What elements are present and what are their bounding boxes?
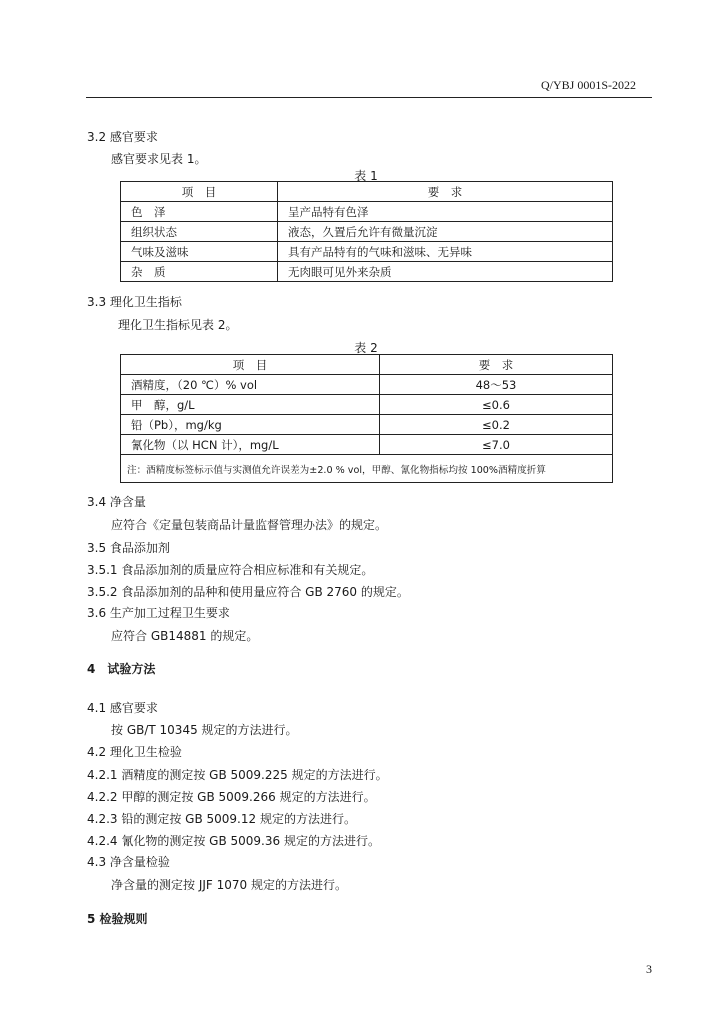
table-row [121,182,613,202]
table-cell: 具有产品特有的气味和滋味、无异味 [278,242,613,262]
table-header-cell: 要 求 [278,182,613,202]
table-2 [120,354,613,483]
table-2-caption: 表 2 [354,341,378,355]
header-rule [86,97,652,98]
table-cell: ≤0.6 [380,395,613,415]
table-row [121,355,613,375]
table-row [121,222,613,242]
table-cell: 气味及滋味 [121,242,278,262]
section-4-2-heading: 4.2 理化卫生检验 [87,745,182,759]
table-cell: 48～53 [380,375,613,395]
table-cell: 色 泽 [121,202,278,222]
section-4-2-2: 4.2.2 甲醇的测定按 GB 5009.266 规定的方法进行。 [87,790,376,804]
table-cell: 铅（Pb），mg/kg [121,415,380,435]
section-4-3-text: 净含量的测定按 JJF 1070 规定的方法进行。 [111,878,347,892]
table-row [121,455,613,483]
table-cell: 杂 质 [121,262,278,282]
table-cell: ≤7.0 [380,435,613,455]
table-cell: 液态，久置后允许有微量沉淀 [278,222,613,242]
table-row [121,435,613,455]
table-cell: 无肉眼可见外来杂质 [278,262,613,282]
table-row [121,262,613,282]
table-header-cell: 项 目 [121,355,380,375]
section-4-2-3: 4.2.3 铅的测定按 GB 5009.12 规定的方法进行。 [87,812,356,826]
table-cell: ≤0.2 [380,415,613,435]
table-note: 注：酒精度标签标示值与实测值允许误差为±2.0 % vol，甲醇、氰化物指标均按 100%酒精度折算 [121,455,613,483]
section-4-2-4: 4.2.4 氰化物的测定按 GB 5009.36 规定的方法进行。 [87,834,380,848]
section-4-heading: 4 试验方法 [87,662,156,676]
section-3-6-heading: 3.6 生产加工过程卫生要求 [87,606,230,620]
section-5-heading: 5 检验规则 [87,912,148,926]
table-row [121,375,613,395]
table-cell: 呈产品特有色泽 [278,202,613,222]
table-row [121,242,613,262]
table-cell: 氰化物（以 HCN 计），mg/L [121,435,380,455]
section-3-6-text: 应符合 GB14881 的规定。 [111,629,259,643]
table-cell: 甲 醇，g/L [121,395,380,415]
section-4-1-text: 按 GB/T 10345 规定的方法进行。 [111,723,298,737]
table-header-cell: 项 目 [121,182,278,202]
table-cell: 酒精度，（20 ℃）% vol [121,375,380,395]
section-4-3-heading: 4.3 净含量检验 [87,855,170,869]
table-row [121,415,613,435]
section-3-3-text: 理化卫生指标见表 2。 [118,318,238,332]
section-3-2-text: 感官要求见表 1。 [111,152,207,166]
section-3-2-heading: 3.2 感官要求 [87,130,158,144]
section-4-1-heading: 4.1 感官要求 [87,701,158,715]
section-3-4-heading: 3.4 净含量 [87,495,146,509]
section-3-5-heading: 3.5 食品添加剂 [87,541,170,555]
table-1 [120,181,613,282]
table-cell: 组织状态 [121,222,278,242]
section-3-4-text: 应符合《定量包装商品计量监督管理办法》的规定。 [111,518,388,532]
section-3-5-1: 3.5.1 食品添加剂的质量应符合相应标准和有关规定。 [87,563,374,577]
table-row [121,395,613,415]
table-header-cell: 要 求 [380,355,613,375]
section-3-5-2: 3.5.2 食品添加剂的品种和使用量应符合 GB 2760 的规定。 [87,585,409,599]
document-code: Q/YBJ 0001S-2022 [541,78,637,92]
table-1-caption: 表 1 [354,169,378,183]
table-row [121,202,613,222]
section-3-3-heading: 3.3 理化卫生指标 [87,295,182,309]
page-number: 3 [646,962,652,976]
section-4-2-1: 4.2.1 酒精度的测定按 GB 5009.225 规定的方法进行。 [87,768,388,782]
